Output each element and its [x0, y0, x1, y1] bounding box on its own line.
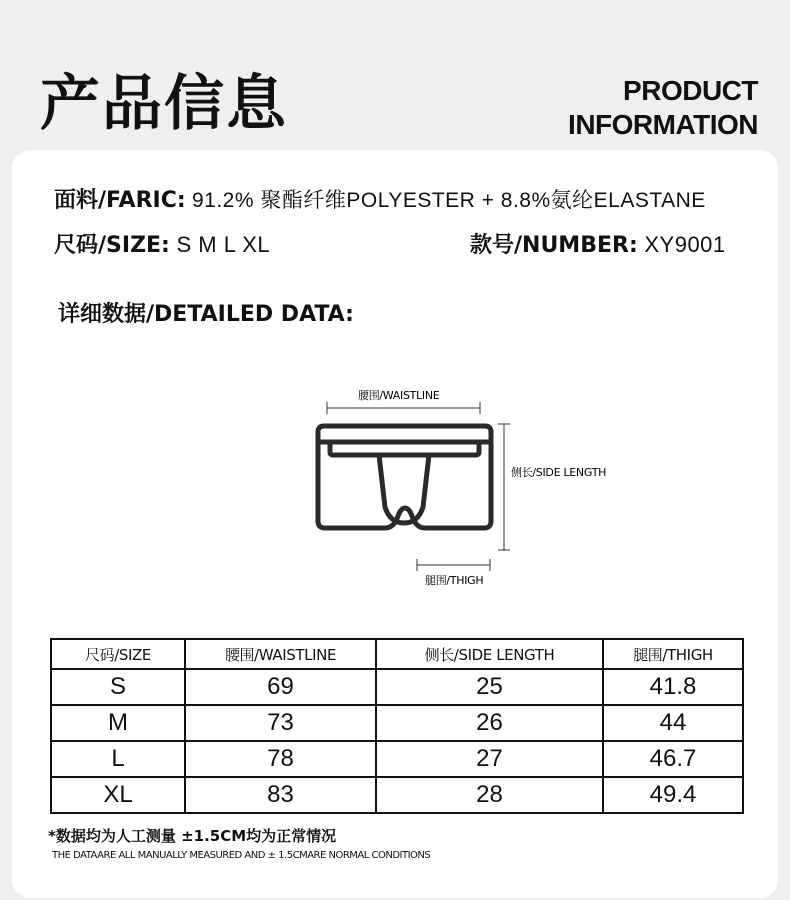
waistline-label: 腰围/WAISTLINE: [358, 389, 440, 402]
page-title-cn: 产品信息: [40, 69, 288, 139]
fabric-value: 91.2% 聚酯纤维POLYESTER + 8.8%氨纶ELASTANE: [185, 189, 706, 212]
side-length-measure-line: [498, 424, 510, 550]
measurement-note-en: THE DATAARE ALL MANUALLY MEASURED AND ± 1.5CMARE NORMAL CONDITIONS: [52, 850, 431, 861]
table-row: [51, 705, 743, 741]
fabric-label: 面料/FARIC:: [54, 188, 186, 213]
table-row: [51, 777, 743, 813]
boxer-outline: [318, 426, 491, 528]
underwear-diagram: [304, 382, 634, 597]
cell-side-length: 27: [376, 741, 603, 777]
size-value: S M L XL: [169, 232, 271, 257]
info-card: [12, 150, 778, 898]
table-row: [51, 669, 743, 705]
page-title-en-line2: INFORMATION: [568, 109, 758, 140]
cell-waistline: 78: [185, 741, 376, 777]
cell-size: M: [51, 705, 185, 741]
boxer-brief-illustration: [304, 382, 634, 597]
measurement-note-cn: *数据均为人工测量 ±1.5CM均为正常情况: [48, 827, 337, 845]
number-row: [470, 230, 726, 261]
cell-size: L: [51, 741, 185, 777]
cell-waistline: 83: [185, 777, 376, 813]
table-row: [51, 741, 743, 777]
cell-thigh: 49.4: [603, 777, 743, 813]
thigh-label: 腿围/THIGH: [425, 574, 484, 587]
cell-size: S: [51, 669, 185, 705]
cell-thigh: 46.7: [603, 741, 743, 777]
cell-waistline: 73: [185, 705, 376, 741]
cell-side-length: 26: [376, 705, 603, 741]
cell-waistline: 69: [185, 669, 376, 705]
column-header-waistline: 腰围/WAISTLINE: [185, 639, 376, 669]
cell-thigh: 44: [603, 705, 743, 741]
page-title-en-line1: PRODUCT: [623, 75, 758, 106]
size-chart-table: [50, 638, 744, 814]
table-header-row: [51, 639, 743, 669]
column-header-thigh: 腿围/THIGH: [603, 639, 743, 669]
column-header-side-length: 侧长/SIDE LENGTH: [376, 639, 603, 669]
page-title-en: [568, 74, 758, 142]
cell-side-length: 28: [376, 777, 603, 813]
size-row: [54, 230, 270, 261]
cell-size: XL: [51, 777, 185, 813]
cell-thigh: 41.8: [603, 669, 743, 705]
cell-side-length: 25: [376, 669, 603, 705]
thigh-measure-line: [417, 559, 490, 571]
number-value: XY9001: [637, 232, 726, 257]
size-label: 尺码/SIZE:: [54, 233, 170, 258]
waistline-measure-line: [327, 402, 480, 414]
fabric-row: [54, 186, 706, 216]
detail-heading: 详细数据/DETAILED DATA:: [58, 302, 354, 327]
side-length-label: 侧长/SIDE LENGTH: [511, 466, 607, 479]
number-label: 款号/NUMBER:: [470, 233, 638, 258]
column-header-size: 尺码/SIZE: [51, 639, 185, 669]
